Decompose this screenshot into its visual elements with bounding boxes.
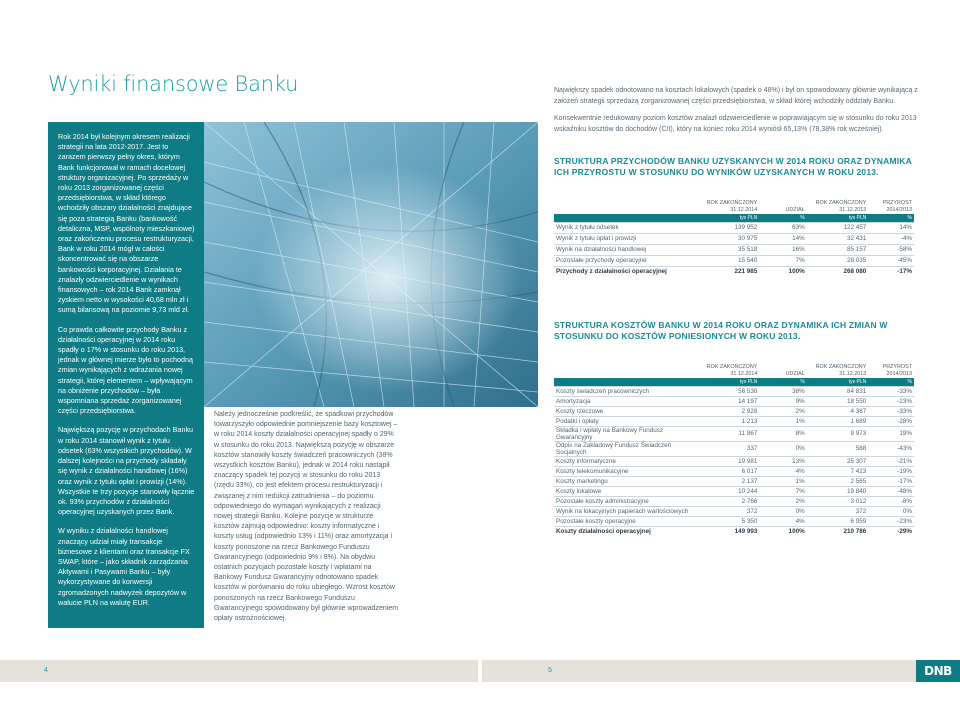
column-header: ROK ZAKOŃCZONY 31.12.2013 [815,364,867,377]
cell-value: 149 993 [734,527,758,535]
cell-value: 85 157 [807,244,869,255]
cell-value: 1% [759,476,806,486]
cell-value: 19% [868,426,914,441]
cell-value: 337 [702,441,760,456]
table-row [554,516,914,526]
column-header: PRZYROST 2014/2013 [882,364,912,377]
cell-value: 2% [759,496,806,506]
cell-value: 1 689 [807,416,869,426]
cell-value: 268 080 [843,268,867,276]
cell-value: 100% [788,527,805,535]
unit-cell: tys PLN [702,378,760,386]
cell-value: 7 423 [807,466,869,476]
unit-cell: tys PLN [807,378,869,386]
row-label: Wynik z tytułu odsetek [554,222,702,233]
row-label: Wynik z tytułu opłat i prowizji [554,233,702,244]
table-row [554,416,914,426]
cell-value: 25 307 [807,456,869,466]
table-row [554,441,914,456]
cell-value: 35 518 [702,244,760,255]
cell-value: 100% [788,268,805,276]
cell-value: -33% [868,406,914,416]
row-label: Koszty telekomunikacyjne [554,466,702,476]
cell-value: 10 244 [702,486,760,496]
cell-value: 1% [759,416,806,426]
cell-value: 372 [807,506,869,516]
table-row [554,396,914,406]
table-row [554,506,914,516]
cell-value: 0% [759,506,806,516]
cell-value: -17% [868,476,914,486]
cell-value: 3 012 [807,496,869,506]
total-row [554,526,914,536]
cell-value: 7% [759,255,806,266]
row-label: Pozostałe koszty operacyjne [554,516,702,526]
column-header: ROK ZAKOŃCZONY 31.12.2014 [706,200,758,213]
cell-value: -28% [868,416,914,426]
costs-paragraph: Należy jednocześnie podkreślić, że spadkowi przychodów towarzyszyło odpowiednie pomniejszenie bazy kosztowej – w roku 2014 koszty działalności operacyjnej spadły o 29% w stosunku do roku 2013. Największą pozycję w obszarze kosztów stanowiły koszty świadczeń pracowniczych (38% wszystkich kosztów Banku), jednak w 2014 roku nastąpił znaczący spadek tej pozycji w stosunku do roku 2013 (rzędu 33%), co jest efektem procesu restrukturyzacji i związanej z nim redukcji zatrudnienia – do poziomu odpowiedniego do wymagań wynikających z realizacji nowej strategii Banku. Kolejne pozycje w strukturze kosztów zajmują odpowiednio: koszty informatyczne i koszty usług (odpowiednio 13% i 11%) oraz amortyzacja i koszty ponoszone na rzecz Bankowego Funduszu Gwarancyjnego (odpowiednio 9% i 8%). Na obydwu ostatnich pozycjach pozostałe koszty i wpłatami na Bankowy Fundusz Gwarancyjny odnotowano spadek kosztów w porównaniu do roku ubiegłego. Wzrost kosztów ponoszonych na rzecz Bankowego Funduszu Gwarancyjnego spowodowany był głównie wprowadzeniem opłaty ostrożnościowej. [214,411,399,623]
column-header: PRZYROST 2014/2013 [882,200,912,213]
cell-value: 14 197 [702,396,760,406]
cell-value: 588 [807,441,869,456]
cell-value: 4 387 [807,406,869,416]
cell-value: 63% [759,222,806,233]
intro-paragraph: Co prawda całkowite przychody Banku z działalności operacyjnej w 2014 roku spadły o 17% w stosunku do roku 2013, jednak w głównej mierze było to pochodną zmian wynikających z wdrażania nowej strategii, której elementem – wpływającym na obniżenie przychodów – była wspomniana sprzedaż zorganizowanej części przedsiębiorstwa. [58,324,194,416]
unit-cell: % [868,214,914,222]
unit-cell [554,378,702,386]
row-label: Koszty informatyczne [554,456,702,466]
cell-value: 139 952 [702,222,760,233]
unit-cell: tys PLN [702,214,760,222]
cell-value: 372 [702,506,760,516]
row-label: Koszty rzeczowe [554,406,702,416]
cell-value: 0% [759,441,806,456]
architecture-photo [204,122,538,407]
table-row [554,496,914,506]
cell-value: 56 530 [702,386,760,396]
unit-cell: % [759,214,806,222]
cell-value: 5 350 [702,516,760,526]
cell-value: 6 959 [807,516,869,526]
row-label: Przychody z działalności operacyjnej [556,268,667,276]
cell-value: 30 975 [702,233,760,244]
cell-value: 1 213 [702,416,760,426]
table-row [554,233,914,244]
row-label: Wynik na lokacyjnych papierach wartościowych [554,506,702,516]
right-intro [554,86,924,142]
cell-value: 9% [759,396,806,406]
cell-value: 19 840 [807,486,869,496]
total-row [554,266,914,277]
cell-value: 2% [759,406,806,416]
costs-table [554,364,914,536]
cell-value: 13% [759,456,806,466]
cell-value: 2 766 [702,496,760,506]
cell-value: 122 457 [807,222,869,233]
cell-value: 221 985 [734,268,758,276]
unit-cell: % [868,378,914,386]
cell-value: 18 550 [807,396,869,406]
intro-panel [48,122,204,628]
row-label: Pozostałe koszty administracyjne [554,496,702,506]
cell-value: 38% [759,386,806,396]
row-label: Pozostałe przychody operacyjne [554,255,702,266]
revenue-table-heading: STRUKTURA PRZYCHODÓW BANKU UZYSKANYCH W 2014 ROKU ORAZ DYNAMIKA ICH PRZYROSTU W STOSUNKU DO WYNIKÓW UZYSKANYCH W ROKU 2013. [554,156,912,177]
intro-paragraph: Rok 2014 był kolejnym okresem realizacji strategii na lata 2012-2017. Jest to zarazem pierwszy pełny okres, którym Bank funkcjonował w ramach docelowej struktury organizacyjnej. Po sprzedaży w roku 2013 zorganizowanej części przedsiębiorstwa, w skład którego wchodziły obszary działalności znajdujące się poza strategią Banku (bankowość detaliczna, MSP, wspólnoty mieszkaniowe) oraz zakończeniu procesu restrukturyzacji, Bank w roku 2014 mógł w całości skoncentrować się na obszarze bankowości korporacyjnej. Działania te znalazły odzwierciedlenie w wynikach finansowych – rok 2014 Bank zamknął zyskiem netto w wysokości 40,68 mln zł i sumą bilansową na poziomie 9,73 mld zł. [58,132,195,315]
page-title: Wyniki finansowe Banku [48,72,299,96]
costs-table-heading: STRUKTURA KOSZTÓW BANKU W 2014 ROKU ORAZ DYNAMIKA ICH ZMIAN W STOSUNKU DO KOSZTÓW PONIESIONYCH W ROKU 2013. [554,320,888,341]
cell-value: 4% [759,466,806,476]
cell-value: -43% [868,441,914,456]
dnb-logo: DNB [916,660,960,682]
row-label: Wynik na działalności handlowej [554,244,702,255]
cell-value: 210 786 [843,527,867,535]
footer-bar-right [482,660,960,682]
footer-bar-left [0,660,478,682]
cell-value: -58% [868,244,914,255]
column-header: UDZIAŁ [785,371,805,377]
cell-value: 9 973 [807,426,869,441]
cell-value: -48% [868,486,914,496]
cell-value: 19 981 [702,456,760,466]
table-row [554,426,914,441]
cell-value: -45% [868,255,914,266]
row-label: Koszty marketingu [554,476,702,486]
page-number-right: 5 [548,667,552,674]
glass-building-image [204,122,538,407]
cell-value: 2 137 [702,476,760,486]
cell-value: -4% [868,233,914,244]
row-label: Składka i wpłaty na Bankowy Fundusz Gwarancyjny [554,426,702,441]
cell-value: -21% [868,456,914,466]
cell-value: 2 928 [702,406,760,416]
cell-value: 8% [759,426,806,441]
column-header [554,200,702,214]
cell-value: -23% [868,396,914,406]
cell-value: 11 867 [702,426,760,441]
cell-value: 14% [868,222,914,233]
intro-right-paragraph: Największy spadek odnotowano na kosztach lokalowych (spadek o 48%) i był on spowodowany głównie wynikającą z założeń strategii sprzedażą zorganizowanej części przedsiębiorstwa, w skład której wchodziły oddziały Banku. [554,87,918,105]
table-row [554,476,914,486]
cell-value: 7% [759,486,806,496]
cell-value: 14% [759,233,806,244]
table-row [554,222,914,233]
cell-value: 16% [759,244,806,255]
row-label: Amortyzacja [554,396,702,406]
intro-right-paragraph: Konsekwentnie redukowany poziom kosztów znalazł odzwierciedlenie w poprawiającym się w stosunku do roku 2013 wskaźniku kosztów do dochodów (C/I), który na koniec roku 2014 wyniósł 65,13% (78,38% rok wcześniej). [554,115,917,133]
column-header [554,364,702,378]
cell-value: 15 540 [702,255,760,266]
intro-paragraph: W wyniku z działalności handlowej znaczący udział miały transakcje biznesowe z klientami oraz transakcje FX SWAP, które – jako składnik zarządzania Aktywami i Pasywami Banku – były wykorzystywane do konwersji zgromadzonych nadwyżek depozytów w walucie PLN na walutę EUR. [58,526,190,607]
table-row [554,255,914,266]
table-row [554,386,914,396]
cell-value: -23% [868,516,914,526]
unit-cell: % [759,378,806,386]
page-number-left: 4 [44,667,48,674]
row-label: Podatki i opłaty [554,416,702,426]
cell-value: 28 035 [807,255,869,266]
column-header: ROK ZAKOŃCZONY 31.12.2014 [706,364,758,377]
unit-cell: tys PLN [807,214,869,222]
row-label: Koszty lokalowe [554,486,702,496]
row-label: Odpis na Zakładowy Fundusz Świadczeń Socjalnych [554,441,702,456]
cell-value: -29% [897,527,912,535]
row-label: Koszty świadczeń pracowniczych [554,386,702,396]
unit-cell [554,214,702,222]
column-header: UDZIAŁ [785,207,805,213]
table-row [554,466,914,476]
revenue-table [554,200,914,277]
cell-value: 2 565 [807,476,869,486]
cell-value: 4% [759,516,806,526]
column-header: ROK ZAKOŃCZONY 31.12.2013 [815,200,867,213]
cell-value: 32 431 [807,233,869,244]
cell-value: 84 831 [807,386,869,396]
cell-value: 0% [868,506,914,516]
table-row [554,456,914,466]
intro-paragraph: Największą pozycję w przychodach Banku w roku 2014 stanowił wynik z tytułu odsetek (63% wszystkich przychodów). W dalszej kolejności na przychody składały się wynik z działalności handlowej (16%) oraz wynik z tytułu opłat i prowizji (14%). Wszystkie te trzy pozycje stanowiły łącznie ok. 93% przychodów z działalności operacyjnej uzyskanych przez Bank. [58,425,195,517]
cell-value: -19% [868,466,914,476]
cell-value: 6 017 [702,466,760,476]
cell-value: -8% [868,496,914,506]
row-label: Koszty działalności operacyjnej [556,527,651,535]
table-row [554,244,914,255]
cell-value: -17% [897,268,912,276]
table-row [554,406,914,416]
table-row [554,486,914,496]
cell-value: -33% [868,386,914,396]
